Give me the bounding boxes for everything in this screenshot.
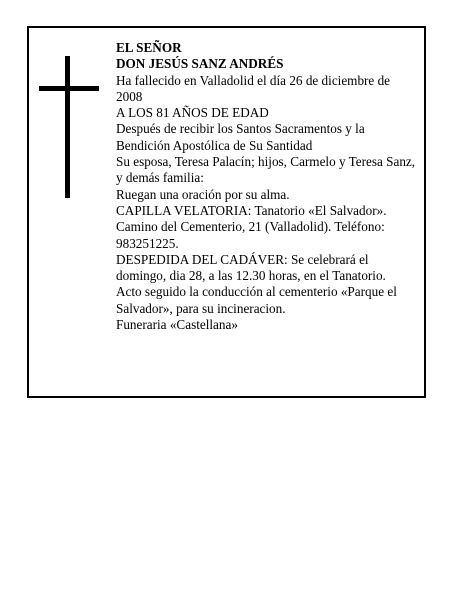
farewell-line: DESPEDIDA DEL CADÁVER: Se celebrará el domingo, dia 28, a las 12.30 horas, en el Tanatorio. [116, 251, 386, 284]
deceased-name: DON JESÚS SANZ ANDRÉS [116, 56, 284, 72]
death-date-line: Ha fallecido en Valladolid el día 26 de diciembre de 2008 [116, 72, 391, 104]
prayer-request-line: Ruegan una oración por su alma. [116, 186, 290, 202]
notice-text-block [116, 40, 416, 333]
cross-vertical-bar [65, 56, 70, 198]
obituary-notice [27, 26, 426, 398]
sacraments-line: Después de recibir los Santos Sacramentos y la Bendición Apostólica de Su Santidad [116, 121, 365, 153]
age-line: A LOS 81 AÑOS DE EDAD [116, 105, 269, 121]
chapel-line: CAPILLA VELATORIA: Tanatorio «El Salvador». Camino del Cementerio, 21 (Valladolid). Teléfono: 983251225. [116, 202, 387, 251]
funeral-home-line: Funeraria «Castellana» [116, 317, 238, 333]
procession-line: Acto seguido la conducción al cementerio «Parque el Salvador», para su incineracion. [116, 284, 397, 316]
family-line: Su esposa, Teresa Palacín; hijos, Carmelo y Teresa Sanz, y demás familia: [116, 154, 416, 186]
cross-horizontal-bar [39, 86, 99, 91]
notice-title: EL SEÑOR [116, 40, 182, 55]
cross-icon [39, 56, 99, 198]
